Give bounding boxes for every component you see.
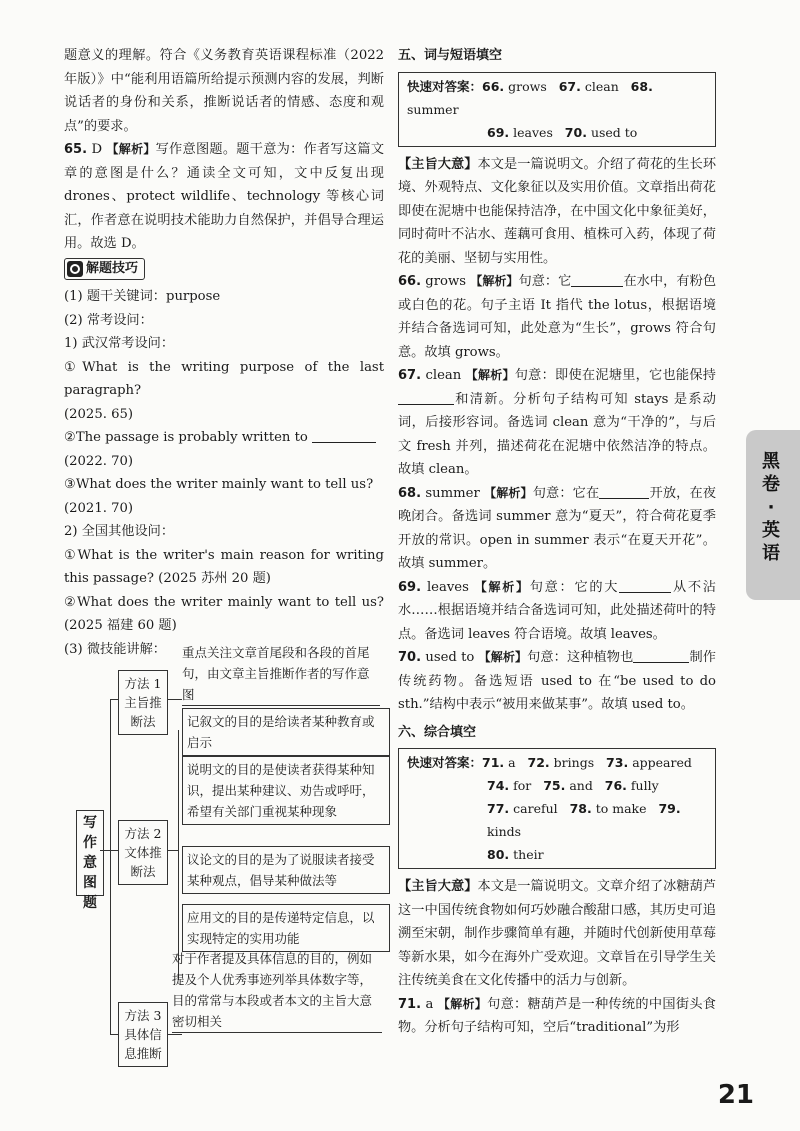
tip-line: ②What does the writer mainly want to tell us? (2025 福建 60 题) xyxy=(64,594,384,633)
answer-blank xyxy=(619,578,671,593)
q65-text: 写作意图题。题干意为：作者写这篇文章的意图是什么？通读全文可知，文中反复出现 drones、protect wildlife、technology 等核心词汇，作者意在说明技术能助力自然保护，并倡导合理运用。故选 D。 xyxy=(64,142,384,251)
left-column xyxy=(64,44,384,661)
side-tab-label: 黑卷·英语 xyxy=(762,451,780,564)
method-2-leaf: 记叙文的目的是给读者某种教育或启示 xyxy=(182,708,390,756)
answer-num: 78. xyxy=(569,801,592,816)
answer-value: careful xyxy=(513,801,558,816)
section-6-gist xyxy=(398,875,716,993)
section-6-answer-box xyxy=(398,748,716,869)
tree-root-line xyxy=(100,850,110,851)
question-67 xyxy=(398,364,716,482)
tree-branch-line xyxy=(110,850,118,851)
section-5-gist xyxy=(398,153,716,271)
q-number: 68. xyxy=(398,485,422,501)
connector-line xyxy=(168,699,182,700)
answer-value: grows xyxy=(508,78,547,94)
q-answer: leaves xyxy=(426,579,469,595)
answer-value: a xyxy=(508,755,516,770)
gist-tag: 【主旨大意】 xyxy=(398,156,478,172)
connector-line xyxy=(168,850,178,851)
question-70 xyxy=(398,646,716,717)
method-2-leaf: 说明文的目的是使读者获得某种知识，提出某种建议、劝告或呼吁，希望有关部门重视某种现象 xyxy=(182,756,390,825)
q-number: 66. xyxy=(398,274,422,289)
tip-line: (2021. 70) xyxy=(64,500,134,516)
method-3-box: 方法 3 具体信息推断 xyxy=(118,1002,168,1067)
q-tag: 【解析】 xyxy=(478,650,528,664)
question-66 xyxy=(398,270,716,364)
q-answer: clean xyxy=(425,368,462,383)
answer-num: 68. xyxy=(630,78,653,94)
answer-num: 73. xyxy=(606,755,629,770)
intro-paragraph: 题意义的理解。符合《义务教育英语课程标准（2022 年版）》中“能利用语篇所给提示预测内容的发展，判断说话者的身份和关系，推断说话者的情感、态度和观点”的要求。 xyxy=(64,48,384,134)
q65-number: 65. xyxy=(64,142,88,157)
q-text: 制作传统药物。备选短语 used to 在“be used to do sth.”结构中表示“被用来做某事”。故填 used to。 xyxy=(398,650,716,712)
answer-num: 76. xyxy=(604,778,627,793)
tip-line: ③What does the writer mainly want to tell us? xyxy=(64,477,374,492)
answer-num: 74. xyxy=(487,778,510,793)
q-answer: summer xyxy=(425,485,480,501)
method-2-leaf: 议论文的目的是为了说服读者接受某种观点，倡导某种做法等 xyxy=(182,846,390,894)
question-68 xyxy=(398,482,716,576)
key-icon xyxy=(67,261,83,277)
tip-line: ①What is the writing purpose of the last paragraph? xyxy=(64,359,384,398)
diagram-root: 写作意图题 xyxy=(76,810,104,896)
answer-blank xyxy=(571,272,623,287)
answer-blank xyxy=(633,648,689,663)
method-3-leaf: 对于作者提及具体信息的目的，例如提及个人优秀事迹列举具体数字等，目的常常与本段或者本文的主旨大意密切相关 xyxy=(172,948,382,1033)
method-2-leaf: 应用文的目的是传递特定信息，以实现特定的实用功能 xyxy=(182,904,390,952)
answer-blank xyxy=(312,428,376,443)
tip-line-blank xyxy=(64,426,384,450)
q-tag: 【解析】 xyxy=(437,996,488,1011)
answer-value: leaves xyxy=(513,124,553,140)
q-text: 句意：糖葫芦是一种传统的中国街头食物。分析句子结构可知，空后“traditional”为形 xyxy=(398,996,716,1035)
tip-line: (3) 微技能讲解： xyxy=(64,641,166,657)
q-text: 句意：即使在泥塘里，它也能保持 xyxy=(514,368,716,383)
q-number: 71. xyxy=(398,996,422,1012)
answer-num: 75. xyxy=(543,778,566,793)
tip-line: 2) 全国其他设问： xyxy=(64,524,175,539)
section-6-title: 六、综合填空 xyxy=(398,724,477,740)
q-text: 在水中，有粉色或白色的花。句子主语 It 指代 the lotus，根据语境并结合备选词可知，此处意为“生长”，grows 符合句意。故填 grows。 xyxy=(398,274,717,360)
q-number: 69. xyxy=(398,579,422,595)
answer-box-label: 快速对答案： xyxy=(407,78,483,94)
tip-line: (2) 常考设问： xyxy=(64,312,153,328)
answer-value: to make xyxy=(595,801,647,816)
answer-box-label: 快速对答案： xyxy=(407,755,483,770)
q-tag: 【解析】 xyxy=(470,274,519,288)
tree-branch-line xyxy=(110,1034,118,1035)
q-text: 句意：这种植物也 xyxy=(527,650,634,665)
tip-line: (1) 题干关键词：purpose xyxy=(64,289,221,304)
q-number: 70. xyxy=(398,650,422,665)
section-5-title: 五、词与短语填空 xyxy=(398,48,503,63)
tree-trunk-line xyxy=(110,699,111,1034)
tip-line: (2025. 65) xyxy=(64,406,134,422)
answer-value: used to xyxy=(590,124,638,140)
answer-blank xyxy=(398,390,454,405)
answer-value: summer xyxy=(407,101,459,117)
answer-num: 79. xyxy=(658,801,681,816)
tree-branch-line xyxy=(110,699,118,700)
q-text: 句意：它 xyxy=(518,274,572,289)
q65-answer: D xyxy=(91,142,103,157)
q-text: 句意：它在 xyxy=(532,485,600,501)
side-tab xyxy=(746,430,800,600)
answer-num: 71. xyxy=(482,755,505,770)
q-answer: a xyxy=(425,996,434,1012)
answer-value: kinds xyxy=(487,824,522,839)
q-number: 67. xyxy=(398,368,422,383)
answer-value: for xyxy=(513,778,532,793)
method-2-box: 方法 2 文体推断法 xyxy=(118,820,168,885)
method-1-box: 方法 1 主旨推断法 xyxy=(118,670,168,735)
tips-badge-label: 解题技巧 xyxy=(86,260,139,276)
answer-blank xyxy=(599,484,649,499)
q-text: 和清新。分析句子结构可知 stays 是系动词，后接形容词。备选词 clean 意为“干净的”，与后文 fresh 并列，描述荷花在泥塘中依然洁净的特点。故填 clean。 xyxy=(398,391,716,477)
question-71 xyxy=(398,993,716,1040)
q-answer: used to xyxy=(425,650,475,665)
gist-tag: 【主旨大意】 xyxy=(398,879,478,894)
answer-value: brings xyxy=(553,755,595,770)
answer-num: 70. xyxy=(564,124,587,140)
q-text: 句意：它的大 xyxy=(529,579,620,595)
tip-line-text: ②The passage is probably written to xyxy=(64,430,308,445)
q-tag: 【解析】 xyxy=(474,579,530,594)
q-tag: 【解析】 xyxy=(484,485,533,500)
q-tag: 【解析】 xyxy=(465,368,515,382)
q-answer: grows xyxy=(425,274,467,289)
answer-num: 69. xyxy=(487,124,510,140)
connector-line xyxy=(168,1034,182,1035)
tip-line: (2022. 70) xyxy=(64,453,134,469)
tip-line: 1) 武汉常考设问： xyxy=(64,336,175,351)
answer-num: 67. xyxy=(558,78,581,94)
answer-value: their xyxy=(513,847,544,862)
answer-value: fully xyxy=(630,778,659,793)
tip-line: ①What is the writer's main reason for writing this passage? (2025 苏州 20 题) xyxy=(64,547,384,586)
answer-num: 77. xyxy=(487,801,510,816)
gist-text: 本文是一篇说明文。介绍了荷花的生长环境、外观特点、文化象征以及实用价值。文章指出荷花即使在泥塘中也能保持洁净，在中国文化中象征美好，同时荷叶不沾水、莲藕可食用、植株可入药，体现了荷花的美丽、坚韧与实用性。 xyxy=(398,156,717,266)
right-column xyxy=(398,44,716,1040)
answer-value: clean xyxy=(584,78,619,94)
answer-value: and xyxy=(569,778,593,793)
q-text: 开放，在夜晚闭合。备选词 summer 意为“夏天”，符合荷花夏季开放的常识。open in summer 表示“在夏天开花”。故填 summer。 xyxy=(398,485,716,571)
answer-num: 72. xyxy=(527,755,550,770)
page-number: 21 xyxy=(717,1079,754,1110)
question-65 xyxy=(64,138,384,256)
method-1-leaf: 重点关注文章首尾段和各段的首尾句，由文章主旨推断作者的写作意图 xyxy=(182,642,380,706)
answer-num: 66. xyxy=(482,78,505,94)
tips-badge xyxy=(64,258,145,280)
gist-text: 本文是一篇说明文。文章介绍了冰糖葫芦这一中国传统食物如何巧妙融合酸甜口感，其历史可追溯至宋朝，制作步骤简单有趣，并随时代创新使用草莓等新水果，如今在海外广受欢迎。文章旨在引导学生关注传统美食在文化传播中的活力与创新。 xyxy=(398,879,717,988)
method-diagram xyxy=(64,642,384,1082)
q65-tag: 【解析】 xyxy=(106,142,156,156)
answer-num: 80. xyxy=(487,847,510,862)
section-5-answer-box xyxy=(398,72,716,147)
answer-value: appeared xyxy=(632,755,692,770)
method-2-trunk xyxy=(178,730,179,980)
question-69 xyxy=(398,576,716,647)
q-text: 从不沾水……根据语境并结合备选词可知，此处描述荷叶的特点。备选词 leaves 符合语境。故填 leaves。 xyxy=(398,579,716,642)
